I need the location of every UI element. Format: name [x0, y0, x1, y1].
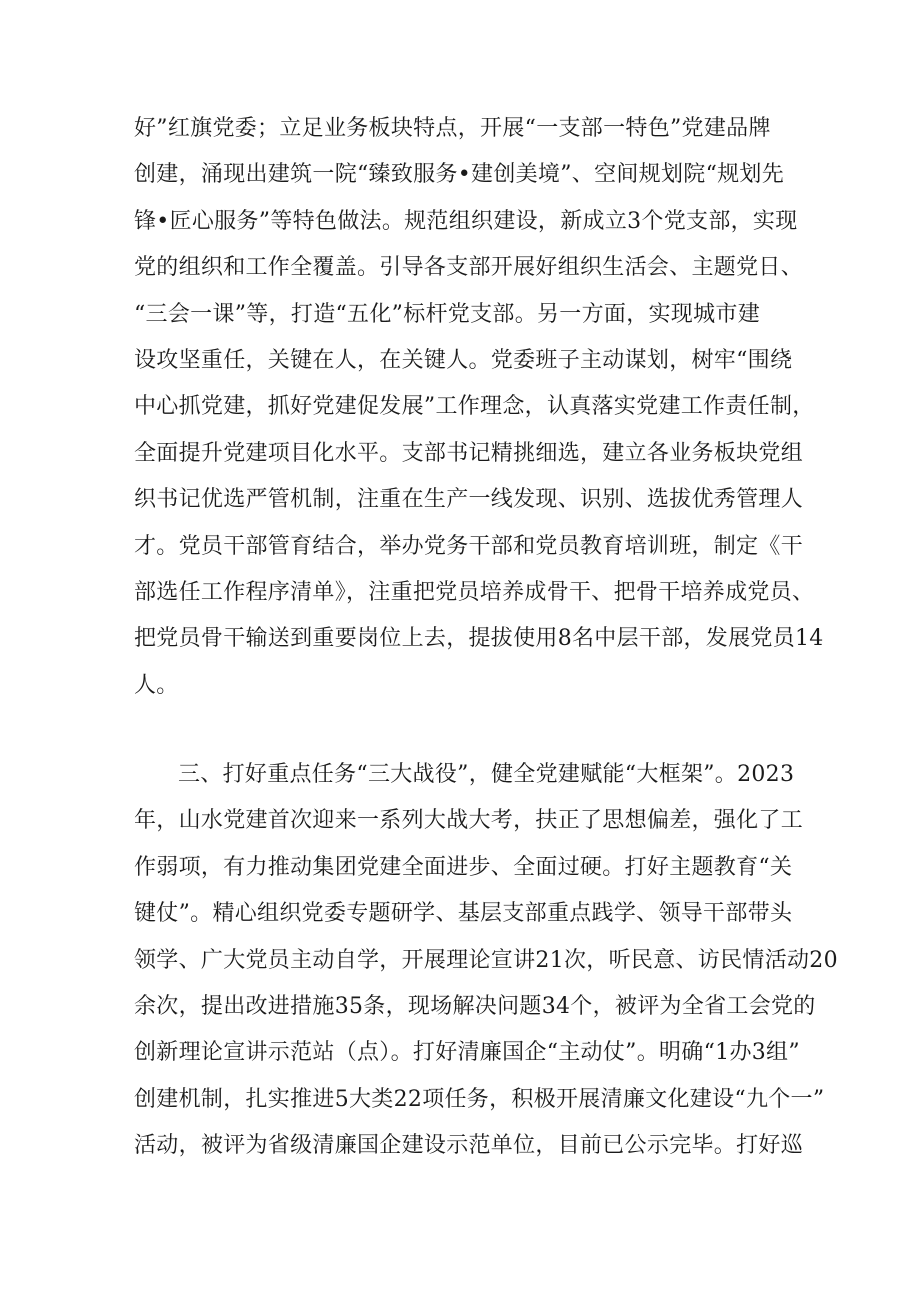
text-line: 领学、广大党员主动自学，开展理论宣讲21次，听民意、访民情活动20 [134, 947, 838, 973]
text-line: 全面提升党建项目化水平。支部书记精挑细选，建立各业务板块党组 [134, 440, 804, 466]
text-line: 党的组织和工作全覆盖。引导各支部开展好组织生活会、主题党日、 [134, 255, 804, 281]
text-line: “三会一课”等，打造“五化”标杆党支部。另一方面，实现城市建 [134, 301, 760, 327]
text-line: 年，山水党建首次迎来一系列大战大考，扶正了思想偏差，强化了工 [134, 808, 804, 834]
text-line: 键仗”。精心组织党委专题研学、基层支部重点践学、领导干部带头 [134, 901, 793, 927]
text-line: 创新理论宣讲示范站（点）。打好清廉国企“主动仗”。明确“1办3组” [134, 1040, 800, 1066]
text-line-indented: 三、打好重点任务“三大战役”，健全党建赋能“大框架”。2023 [178, 762, 795, 787]
text-line: 作弱项，有力推动集团党建全面进步、全面过硬。打好主题教育“关 [134, 854, 793, 880]
text-line: 中心抓党建，抓好党建促发展”工作理念，认真落实党建工作责任制， [134, 394, 815, 420]
text-line: 部选任工作程序清单》，注重把党员培养成骨干、把骨干培养成党员、 [134, 579, 815, 605]
text-line: 锋•匠心服务”等特色做法。规范组织建设，新成立3个党支部，实现 [134, 208, 798, 234]
paragraph-1 [134, 106, 824, 709]
text-line: 好”红旗党委；立足业务板块特点，开展“一支部一特色”党建品牌 [134, 116, 771, 141]
text-line: 才。党员干部管育结合，举办党务干部和党员教育培训班，制定《干 [134, 533, 804, 559]
text-line: 创建，涌现出建筑一院“臻致服务•建创美境”、空间规划院“规划先 [134, 162, 785, 188]
paragraph-2 [134, 752, 838, 1170]
text-line: 织书记优选严管机制，注重在生产一线发现、识别、选拔优秀管理人 [134, 487, 804, 513]
text-line: 人。 [134, 672, 179, 698]
text-line: 余次，提出改进措施35条，现场解决问题34个，被评为全省工会党的 [134, 993, 816, 1019]
text-line: 设攻坚重任，关键在人，在关键人。党委班子主动谋划，树牢“围绕 [134, 347, 793, 373]
text-line: 创建机制，扎实推进5大类22项任务，积极开展清廉文化建设“九个一” [134, 1086, 825, 1112]
text-line: 活动，被评为省级清廉国企建设示范单位，目前已公示完毕。打好巡 [134, 1133, 804, 1159]
text-line: 把党员骨干输送到重要岗位上去，提拔使用8名中层干部，发展党员14 [134, 626, 824, 652]
